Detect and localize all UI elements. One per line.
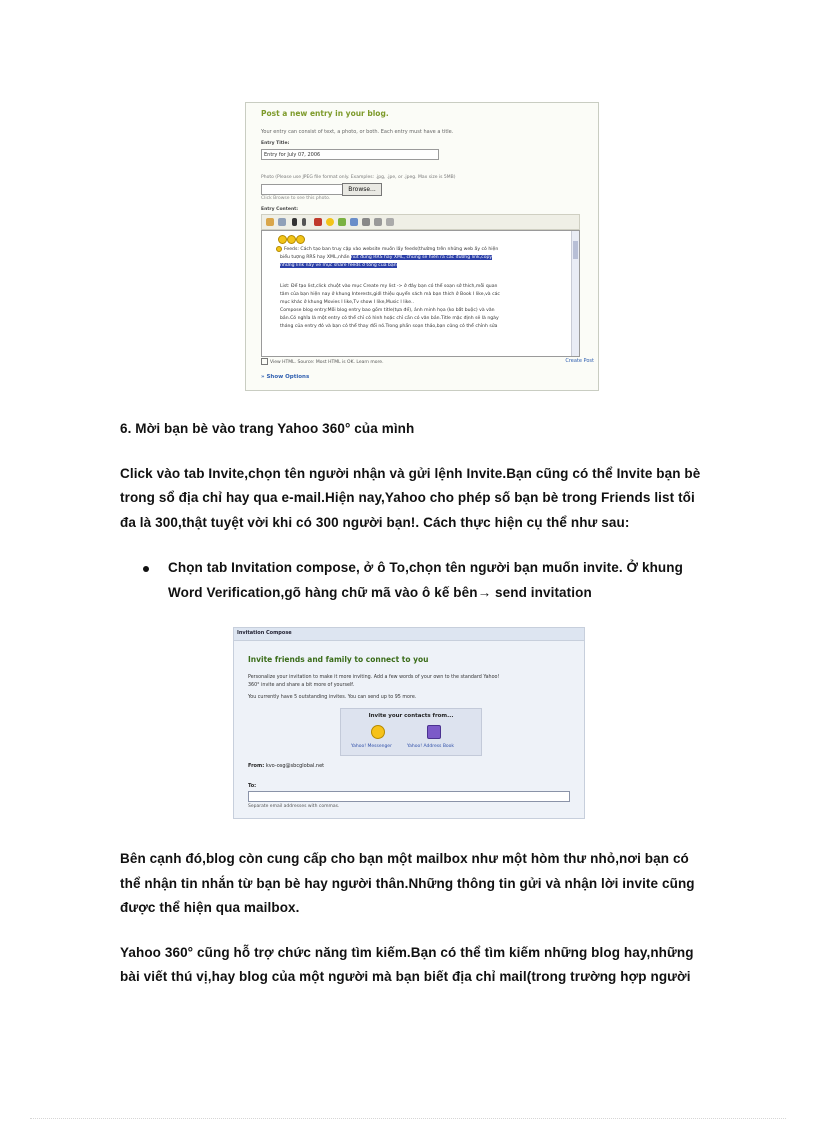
smiley-icon: [278, 235, 287, 244]
scroll-thumb[interactable]: [573, 241, 578, 259]
link-icon[interactable]: [338, 218, 346, 226]
editor-line: Feeds: Cách tạo ban truy cập vào website muốn lấy feeds(thường trên những web ấy có hiện: [284, 247, 499, 252]
invitation-compose-screenshot: [233, 627, 585, 819]
copy-icon[interactable]: [278, 218, 286, 226]
section-heading: 6. Mời bạn bè vào trang Yahoo 360° của mình: [120, 421, 415, 436]
paragraph-line: đa là 300,thật tuyệt vời khi có 300 người bạn!. Cách thực hiện cụ thể như sau:: [120, 515, 630, 530]
editor-line: [280, 255, 492, 260]
paragraph-line: Bên cạnh đó,blog còn cung cấp cho bạn một mailbox như một hòm thư nhỏ,nơi bạn có: [120, 851, 689, 866]
indent-icon[interactable]: [374, 218, 382, 226]
from-row: [248, 763, 324, 769]
messenger-icon[interactable]: [371, 725, 385, 739]
photo-file-input[interactable]: [261, 184, 343, 195]
panel-header-title: Invitation Compose: [237, 630, 292, 636]
entry-content-label: Entry Content:: [261, 207, 299, 212]
paragraph-line: thể nhận tin nhắn từ bạn bè hay người thân.Những thông tin gửi và nhận lời invite cũng: [120, 876, 695, 891]
from-value: kvo-osg@sbcglobal.net: [265, 763, 325, 769]
list-icon[interactable]: [362, 218, 370, 226]
editor-line: Compose blog entry:Mỗi blog entry bao gồm title(tựa đề), ảnh minh họa (ko bắt buộc) và văn: [280, 308, 495, 313]
invite-desc-line: Personalize your invitation to make it more inviting. Add a few words of your own to the standard Yahoo!: [248, 675, 500, 680]
entry-title-input[interactable]: Entry for July 07, 2006: [261, 149, 439, 160]
from-label: From:: [248, 763, 265, 769]
browse-hint: Click Browse to see this photo.: [261, 196, 331, 201]
browse-button[interactable]: Browse...: [342, 183, 382, 196]
font-color-icon[interactable]: [314, 218, 322, 226]
separator-hint: Separate email addresses with commas.: [248, 804, 340, 809]
panel-header: [234, 628, 584, 641]
editor-line: [280, 263, 397, 268]
address-book-link[interactable]: Yahoo! Address Book: [407, 744, 455, 749]
editor-line: mục khác ở khung Movies I like,Tv show I like,Music I like..: [280, 300, 414, 305]
smiley-icon: [276, 246, 282, 252]
blog-entry-screenshot: [245, 102, 599, 391]
checkbox[interactable]: [261, 358, 268, 365]
highlighted-text: những link này về mục share feeds ở tổng của bạn: [280, 263, 397, 268]
view-html-option[interactable]: View HTML. Source: Most HTML is OK. Learn more.: [261, 358, 384, 365]
address-book-icon[interactable]: [427, 725, 441, 739]
cut-icon[interactable]: [266, 218, 274, 226]
paragraph-line: trong sổ địa chỉ hay qua e-mail.Hiện nay,Yahoo cho phép số bạn bè trong Friends list tối: [120, 490, 695, 505]
invite-title: Invite friends and family to connect to you: [248, 655, 429, 664]
blog-entry-title: Post a new entry in your blog.: [261, 109, 389, 118]
paragraph-line: bài viết thú vị,hay blog của một người mà bạn biết địa chỉ mail(trong trường hợp người: [120, 969, 691, 984]
outstanding-invites: You currently have 5 outstanding invites. You can send up to 95 more.: [248, 695, 417, 700]
highlighted-text: nút đúng RRS hay XML, chúng sẽ hiển ra các đường link,copy: [351, 255, 493, 260]
bullet-line: Word Verification,gõ hàng chữ mã vào ô kế bên→ send invitation: [168, 585, 592, 600]
invite-desc-line: 360° invite and share a bit more of yourself.: [248, 683, 355, 688]
show-options-link[interactable]: » Show Options: [261, 374, 310, 380]
editor-scrollbar[interactable]: [571, 231, 579, 356]
italic-icon[interactable]: [302, 218, 306, 226]
editor-line-text: biểu tượng RRS hay XML,nhấn: [280, 255, 350, 260]
messenger-link[interactable]: Yahoo! Messenger: [351, 744, 392, 749]
image-icon[interactable]: [350, 218, 358, 226]
create-post-link[interactable]: Create Post: [565, 358, 594, 364]
paragraph-line: được thể hiện qua mailbox.: [120, 900, 300, 915]
editor-line: bản.Có nghĩa là một entry có thể chỉ có hình hoặc chỉ cần có văn bản.Title mặc định sẽ là ngày: [280, 316, 499, 321]
photo-label: Photo (Please use JPEG file format only. Examples: .jpg, .jpe, or .jpeg. Max size is 5MB): [261, 175, 456, 180]
editor-line: tháng của entry đó và bạn có thể thay đổi nó.Trong phần soạn thảo,bạn cũng có thể chỉnh sửa: [280, 324, 498, 329]
editor-line: tâm của bạn hiện nay ở khung Interests,giới thiệu quyển sách mà bạn thích ở Book I like,và các: [280, 292, 500, 297]
editor-line: List: Để tạo list,click chuột vào mục Create my list -> ở đây bạn có thể soạn sở thích,mỗi quan: [280, 284, 498, 289]
smiley-icon[interactable]: [326, 218, 334, 226]
bold-icon[interactable]: [292, 218, 297, 226]
invite-contacts-box: [340, 708, 482, 756]
smiley-icon: [287, 235, 296, 244]
page-bottom-rule: [30, 1118, 786, 1119]
to-label: To:: [248, 783, 257, 789]
outdent-icon[interactable]: [386, 218, 394, 226]
paragraph-line: Click vào tab Invite,chọn tên người nhận và gửi lệnh Invite.Bạn cũng có thể Invite bạn bè: [120, 466, 701, 481]
contacts-box-title: Invite your contacts from...: [368, 713, 454, 719]
entry-content-editor[interactable]: [261, 230, 580, 357]
bullet-line: Chọn tab Invitation compose, ở ô To,chọn tên người bạn muốn invite. Ở khung: [168, 560, 683, 575]
editor-toolbar: [261, 214, 580, 230]
entry-title-label: Entry Title:: [261, 141, 290, 146]
paragraph-line: Yahoo 360° cũng hỗ trợ chức năng tìm kiếm.Bạn có thể tìm kiếm những blog hay,những: [120, 945, 694, 960]
to-input[interactable]: [248, 791, 570, 802]
bullet-icon: [143, 566, 149, 572]
blog-entry-subtitle: Your entry can consist of text, a photo, or both. Each entry must have a title.: [261, 129, 454, 135]
smiley-icon: [296, 235, 305, 244]
